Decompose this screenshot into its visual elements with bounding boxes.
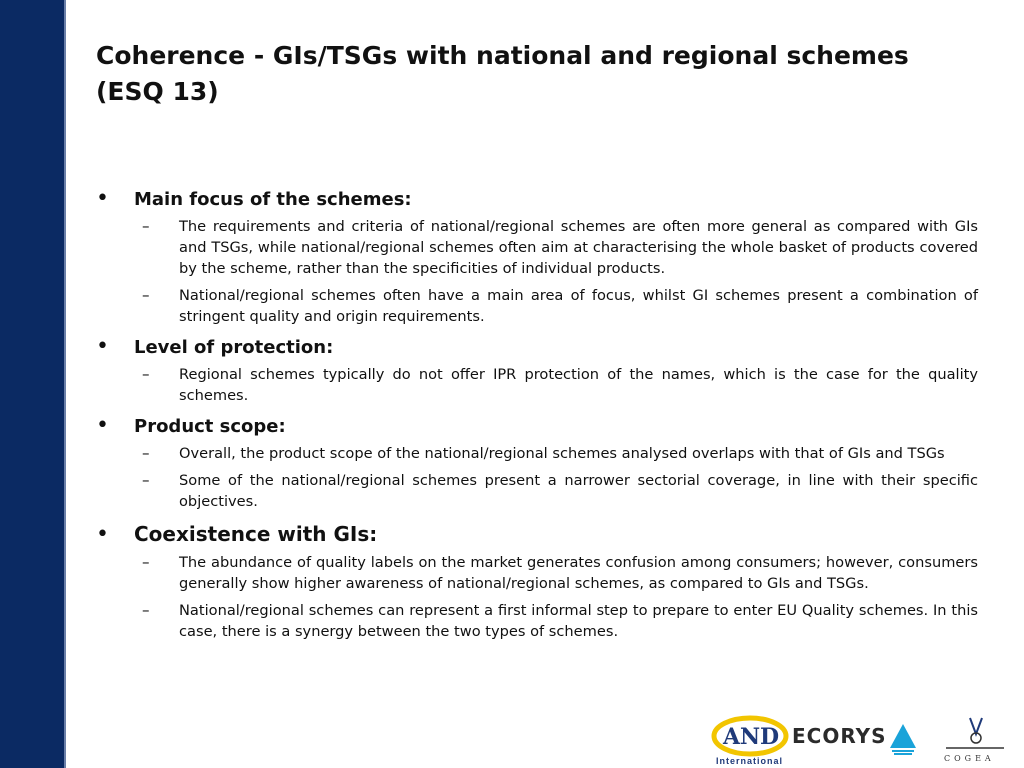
bullet-icon: • — [96, 334, 109, 359]
list-item-text: The requirements and criteria of national/regional schemes are often more general as compared with GIs and TSGs, while national/regional schemes often aim at characterising the whole basket of products covered by the scheme, rather than the specificities of individual products. — [179, 218, 978, 277]
section-coexistence — [96, 518, 978, 642]
list-item — [142, 470, 978, 512]
dash-icon: – — [142, 444, 150, 462]
bullet-row — [96, 333, 978, 362]
ecorys-triangle-icon — [888, 722, 918, 756]
dash-icon: – — [142, 471, 150, 489]
list-item-text: The abundance of quality labels on the market generates confusion among consumers; however, consumers generally show higher awareness of national/regional schemes, as compared to GIs and TSGs. — [179, 554, 978, 592]
section-heading: Product scope: — [134, 416, 286, 437]
bullet-icon: • — [96, 522, 109, 547]
list-item-text: Regional schemes typically do not offer IPR protection of the names, which is the case for the quality schemes. — [179, 366, 978, 404]
list-item — [142, 600, 978, 642]
footer-logos — [700, 712, 1024, 768]
list-item-text: National/regional schemes often have a main area of focus, whilst GI schemes present a combination of stringent quality and origin requirements. — [179, 287, 978, 325]
cogea-emblem-icon — [940, 714, 1010, 754]
svg-text:D: D — [760, 724, 780, 750]
section-heading: Level of protection: — [134, 337, 334, 358]
section-heading: Main focus of the schemes: — [134, 189, 412, 210]
svg-text:N: N — [740, 724, 761, 750]
list-item-text: National/regional schemes can represent a first informal step to prepare to enter EU Quality schemes. In this case, there is a synergy between the two types of schemes. — [179, 602, 978, 640]
list-item — [142, 216, 978, 279]
dash-icon: – — [142, 365, 150, 383]
dash-icon: – — [142, 286, 150, 304]
sub-list — [142, 364, 978, 406]
bullet-row — [96, 518, 978, 550]
ecorys-logo — [792, 722, 922, 758]
cogea-logo-text: COGEA — [944, 754, 995, 763]
section-main-focus — [96, 185, 978, 327]
dash-icon: – — [142, 553, 150, 571]
bullet-icon: • — [96, 413, 109, 438]
and-logo-icon — [710, 714, 790, 758]
slide-content — [96, 185, 978, 648]
bullet-icon: • — [96, 186, 109, 211]
sub-list — [142, 443, 978, 512]
list-item — [142, 364, 978, 406]
sidebar-band — [0, 0, 66, 768]
list-item-text: Some of the national/regional schemes present a narrower sectorial coverage, in line with their specific objectives. — [179, 472, 978, 510]
bullet-row — [96, 185, 978, 214]
dash-icon: – — [142, 217, 150, 235]
ecorys-logo-text: ECORYS — [792, 724, 887, 748]
list-item-text: Overall, the product scope of the national/regional schemes analysed overlaps with that of GIs and TSGs — [179, 445, 945, 462]
list-item — [142, 443, 978, 464]
sub-list — [142, 552, 978, 642]
sub-list — [142, 216, 978, 327]
section-level-of-protection — [96, 333, 978, 406]
and-international-logo — [710, 714, 790, 768]
dash-icon: – — [142, 601, 150, 619]
and-logo-caption: International — [716, 756, 784, 766]
list-item — [142, 552, 978, 594]
slide-title: Coherence - GIs/TSGs with national and regional schemes (ESQ 13) — [96, 41, 909, 106]
cogea-logo — [940, 714, 1010, 768]
bullet-row — [96, 412, 978, 441]
svg-text:A: A — [723, 724, 741, 750]
section-heading: Coexistence with GIs: — [134, 522, 378, 546]
section-product-scope — [96, 412, 978, 512]
list-item — [142, 285, 978, 327]
